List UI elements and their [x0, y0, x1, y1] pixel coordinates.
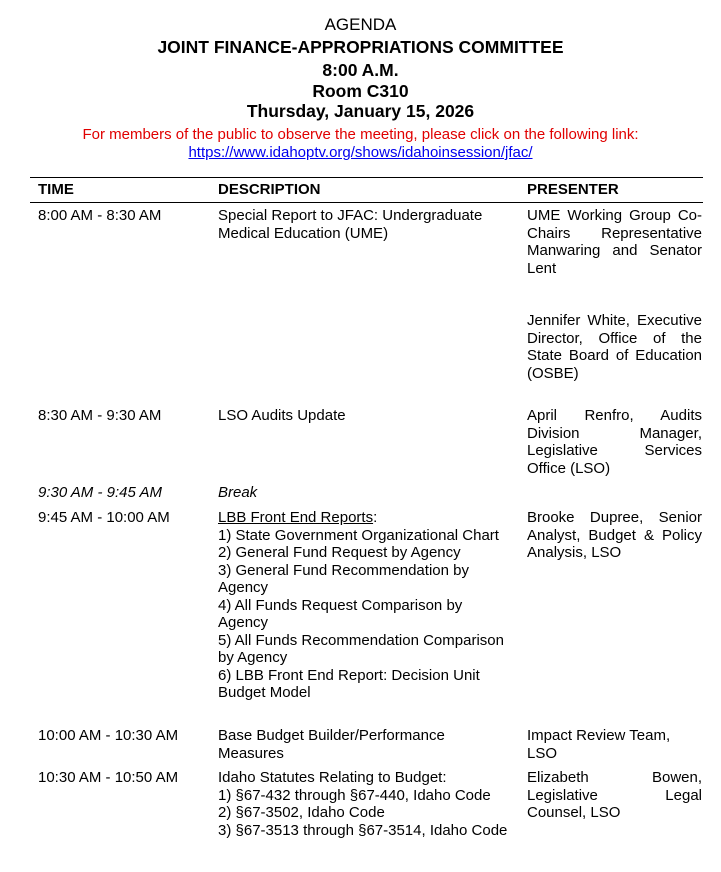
row-time: 9:45 AM - 10:00 AM [38, 509, 170, 526]
meeting-date: Thursday, January 15, 2026 [246, 101, 475, 121]
row-presenter: UME Working Group Co-Chairs Representative Manwaring and Senator Lent [527, 207, 702, 277]
description-title: LBB Front End Reports [218, 509, 374, 526]
list-item: 1) State Government Organizational Chart [218, 526, 499, 544]
description-title: Idaho Statutes Relating to Budget: [218, 769, 447, 786]
committee-title: JOINT FINANCE-APPROPRIATIONS COMMITTEE [157, 37, 564, 57]
list-item: 3) §67-3513 through §67-3514, Idaho Code [218, 821, 508, 839]
list-item: 2) §67-3502, Idaho Code [218, 804, 385, 821]
row-time: 10:30 AM - 10:50 AM [38, 769, 179, 786]
row-presenter: Brooke Dupree, Senior Analyst, Budget & Policy Analysis, LSO [527, 509, 702, 561]
row-time: 8:30 AM - 9:30 AM [38, 407, 162, 424]
header-presenter: PRESENTER [527, 181, 619, 198]
list-item: 2) General Fund Request by Agency [218, 544, 461, 561]
list-item: 3) General Fund Recommendation by Agency [218, 561, 469, 596]
row-presenter: April Renfro, Audits Division Manager, Legislative Services Office (LSO) [527, 407, 702, 477]
agenda-table [30, 177, 703, 839]
description-colon: : [373, 509, 378, 526]
row-time: 9:30 AM - 9:45 AM [38, 484, 162, 501]
row-description: LSO Audits Update [218, 407, 346, 424]
agenda-label: AGENDA [324, 15, 397, 34]
list-item: 1) §67-432 through §67-440, Idaho Code [218, 786, 491, 804]
row-description [218, 509, 513, 702]
row-description: Base Budget Builder/Performance Measures [218, 727, 445, 762]
meeting-room: Room C310 [312, 81, 409, 101]
row-description [218, 769, 513, 839]
row-presenter-secondary: Jennifer White, Executive Director, Office of the State Board of Education (OSBE) [527, 312, 702, 382]
meeting-time: 8:00 A.M. [322, 60, 399, 80]
row-presenter: Elizabeth Bowen, Legislative Legal Counsel, LSO [527, 769, 702, 821]
row-description: Break [218, 484, 258, 501]
stream-link[interactable]: https://www.idahoptv.org/shows/idahoinsession/jfac/ [188, 144, 533, 161]
list-item: 5) All Funds Recommendation Comparison by Agency [218, 631, 504, 666]
row-time: 8:00 AM - 8:30 AM [38, 207, 162, 224]
list-item: 4) All Funds Request Comparison by Agency [218, 596, 463, 631]
list-item: 6) LBB Front End Report: Decision Unit Budget Model [218, 666, 480, 701]
row-presenter: Impact Review Team, LSO [527, 727, 671, 762]
public-notice: For members of the public to observe the meeting, please click on the following link: [82, 126, 639, 143]
header-time: TIME [38, 181, 74, 198]
header-description: DESCRIPTION [218, 181, 321, 198]
link-container [0, 144, 721, 162]
row-description: Special Report to JFAC: Undergraduate Medical Education (UME) [218, 207, 483, 242]
row-time: 10:00 AM - 10:30 AM [38, 727, 179, 744]
table-header [30, 177, 703, 203]
